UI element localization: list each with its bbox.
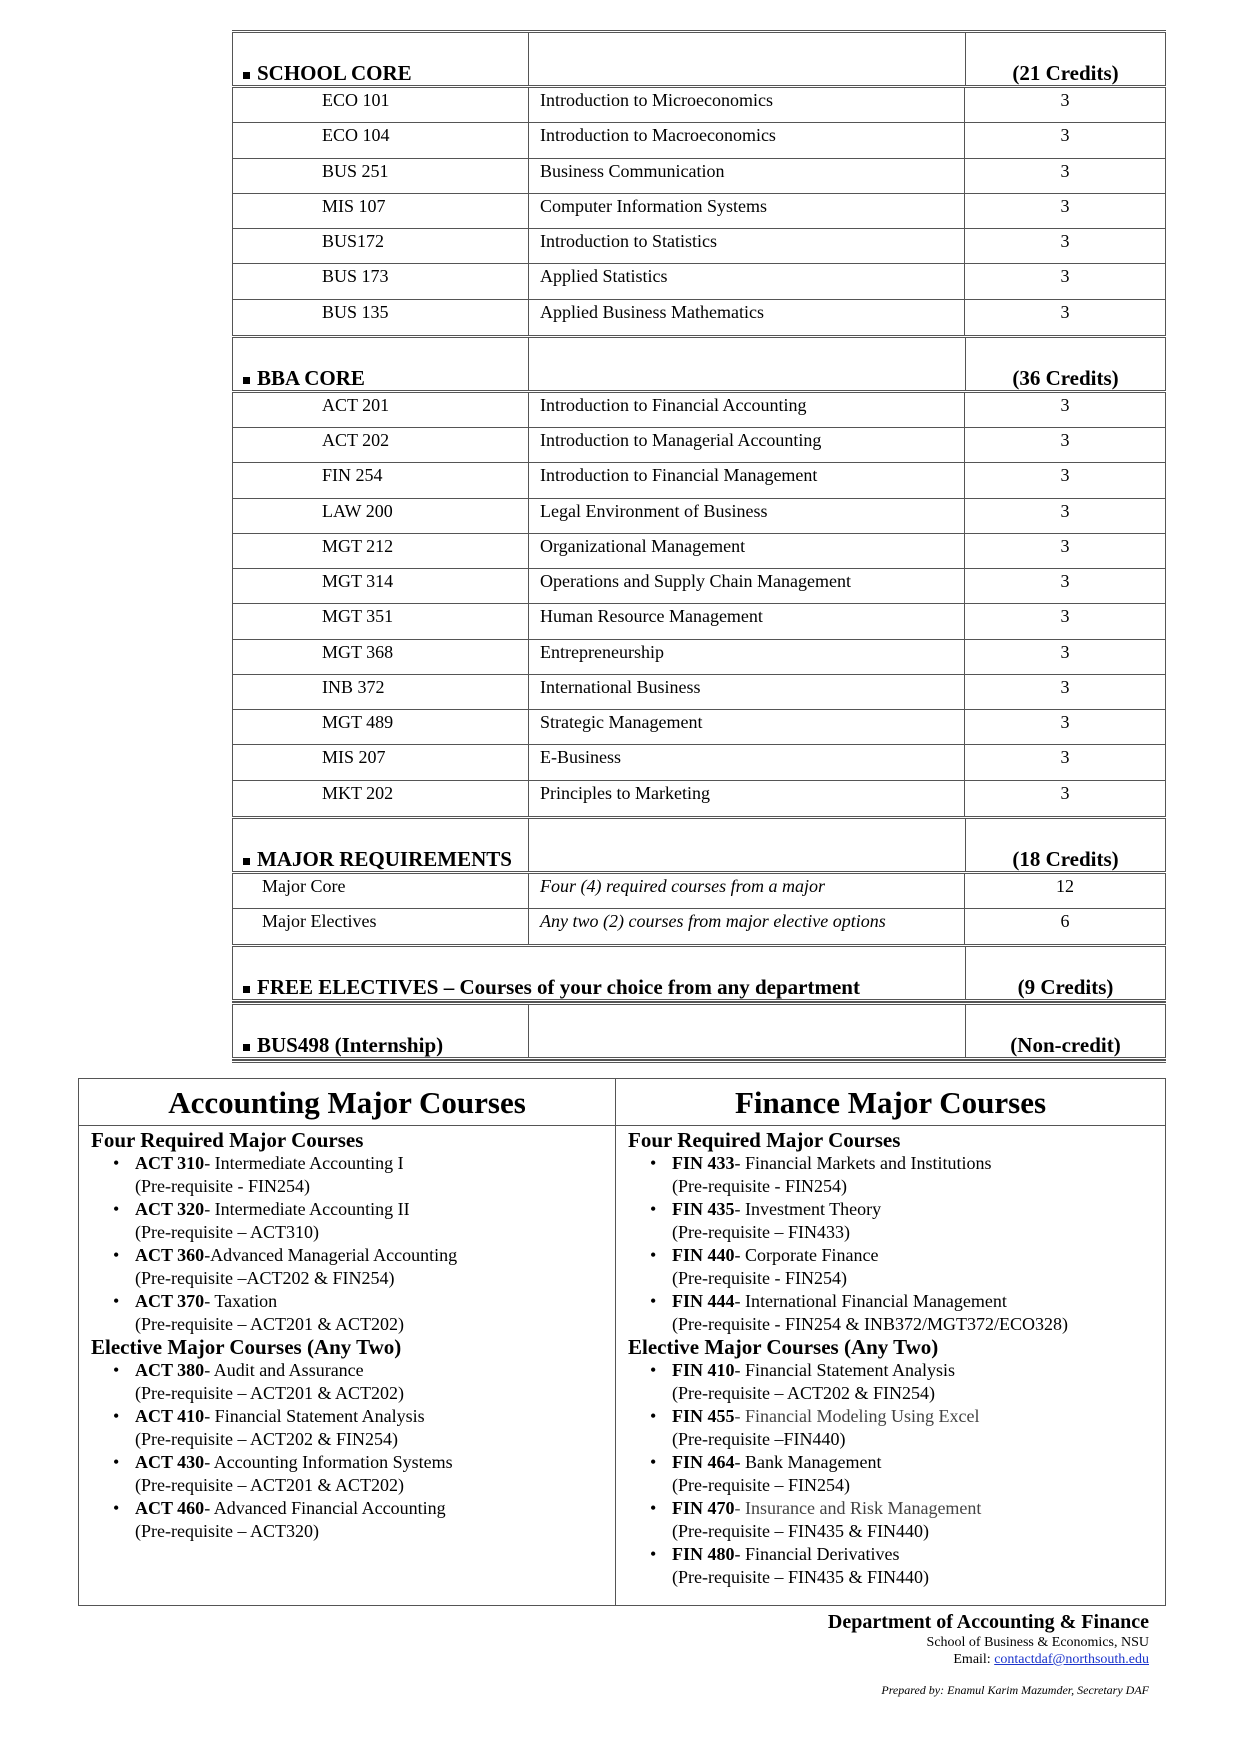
course-code: FIN 444 (672, 1291, 735, 1311)
section-credits-cell (966, 33, 1166, 85)
accounting-major-column (79, 1079, 616, 1605)
course-row (232, 675, 1166, 710)
course-code: Major Core (232, 874, 529, 908)
course-prerequisite: (Pre-requisite –ACT202 & FIN254) (135, 1268, 395, 1288)
course-line (91, 1152, 615, 1175)
course-row (232, 463, 1166, 498)
course-code: ACT 380 (135, 1360, 205, 1380)
course-credits: 3 (965, 194, 1166, 228)
section-title-cell (232, 1005, 529, 1057)
course-prerequisite: (Pre-requisite – ACT202 & FIN254) (672, 1383, 935, 1403)
course-credits: 3 (965, 569, 1166, 603)
course-code: BUS 135 (232, 300, 529, 335)
course-row (232, 88, 1166, 123)
course-name: Business Communication (529, 159, 965, 193)
course-credits: 3 (965, 264, 1166, 298)
course-credits: 6 (965, 909, 1166, 944)
course-line (91, 1290, 615, 1313)
course-row (232, 569, 1166, 604)
course-row (232, 781, 1166, 816)
course-title: - Investment Theory (734, 1199, 882, 1219)
course-row (232, 745, 1166, 780)
major-course-item (628, 1290, 1165, 1336)
course-credits: 3 (965, 781, 1166, 816)
course-line (628, 1405, 1165, 1428)
course-line (628, 1198, 1165, 1221)
course-code: ACT 360 (135, 1245, 205, 1265)
course-code: FIN 480 (672, 1544, 735, 1564)
section-header (232, 947, 1166, 1002)
course-code: ACT 202 (232, 428, 529, 462)
course-code: FIN 440 (672, 1245, 735, 1265)
course-prerequisite: (Pre-requisite - FIN254 & INB372/MGT372/ECO328) (672, 1314, 1068, 1334)
major-course-item (91, 1290, 615, 1336)
major-course-item (628, 1497, 1165, 1543)
course-prerequisite: (Pre-requisite – FIN435 & FIN440) (672, 1521, 929, 1541)
course-row (232, 300, 1166, 335)
curriculum-table (232, 30, 1166, 1063)
major-course-item (628, 1359, 1165, 1405)
course-line (91, 1244, 615, 1267)
course-credits: 3 (965, 428, 1166, 462)
section-title: BUS498 (Internship) (257, 1033, 444, 1058)
course-credits: 3 (965, 159, 1166, 193)
section-header (232, 1005, 1166, 1060)
course-prerequisite: (Pre-requisite – FIN433) (672, 1222, 850, 1242)
section-credits-cell (966, 338, 1166, 390)
course-name: Strategic Management (529, 710, 965, 744)
email-link[interactable]: contactdaf@northsouth.edu (994, 1652, 1149, 1667)
course-credits: 3 (965, 675, 1166, 709)
course-title: - Accounting Information Systems (204, 1452, 453, 1472)
course-name: Introduction to Managerial Accounting (529, 428, 965, 462)
section-header (232, 33, 1166, 88)
major-course-item (628, 1244, 1165, 1290)
course-name: E-Business (529, 745, 965, 779)
curriculum-section (232, 335, 1166, 816)
section-credits: (18 Credits) (1012, 846, 1119, 871)
course-title: - Financial Markets and Institutions (734, 1153, 992, 1173)
course-prerequisite: (Pre-requisite – ACT310) (135, 1222, 319, 1242)
course-title: - International Financial Management (734, 1291, 1007, 1311)
square-bullet-icon (243, 377, 250, 384)
major-course-item (91, 1451, 615, 1497)
course-credits: 3 (965, 640, 1166, 674)
section-empty-cell (529, 1005, 966, 1057)
accounting-major-heading: Accounting Major Courses (79, 1079, 615, 1126)
course-credits: 3 (965, 710, 1166, 744)
course-name: International Business (529, 675, 965, 709)
course-name: Applied Statistics (529, 264, 965, 298)
course-row (232, 640, 1166, 675)
course-name: Entrepreneurship (529, 640, 965, 674)
course-prerequisite: (Pre-requisite –FIN440) (672, 1429, 846, 1449)
course-code: ACT 310 (135, 1153, 205, 1173)
course-line (91, 1359, 615, 1382)
course-name: Introduction to Statistics (529, 229, 965, 263)
course-name: Computer Information Systems (529, 194, 965, 228)
course-row (232, 874, 1166, 909)
accounting-major-body (79, 1126, 615, 1543)
course-code: ACT 320 (135, 1199, 205, 1219)
course-code: Major Electives (232, 909, 529, 944)
major-course-item (91, 1198, 615, 1244)
course-code: BUS 173 (232, 264, 529, 298)
finance-major-body (616, 1126, 1165, 1589)
course-code: FIN 435 (672, 1199, 735, 1219)
course-line (628, 1543, 1165, 1566)
course-line (91, 1198, 615, 1221)
course-row (232, 534, 1166, 569)
section-title: MAJOR REQUIREMENTS (257, 846, 512, 871)
section-credits: (36 Credits) (1012, 365, 1119, 390)
course-name: Four (4) required courses from a major (529, 874, 965, 908)
course-name: Human Resource Management (529, 604, 965, 638)
course-title: - Financial Modeling Using Excel (734, 1406, 980, 1426)
course-line (91, 1451, 615, 1474)
course-credits: 3 (965, 88, 1166, 122)
course-credits: 3 (965, 534, 1166, 568)
course-title: - Corporate Finance (734, 1245, 879, 1265)
accounting-required-list (91, 1152, 615, 1336)
course-code: ACT 201 (232, 393, 529, 427)
section-credits: (Non-credit) (1010, 1033, 1121, 1058)
course-line (628, 1451, 1165, 1474)
finance-required-list (628, 1152, 1165, 1336)
curriculum-section (232, 816, 1166, 945)
section-credits-cell (966, 1005, 1166, 1057)
course-code: ACT 430 (135, 1452, 205, 1472)
course-row (232, 393, 1166, 428)
course-title: - Financial Statement Analysis (204, 1406, 425, 1426)
prepared-by: Prepared by: Enamul Karim Mazumder, Secretary DAF (881, 1683, 1149, 1697)
course-title: - Financial Derivatives (734, 1544, 900, 1564)
course-code: MGT 314 (232, 569, 529, 603)
course-code: ACT 410 (135, 1406, 205, 1426)
course-code: INB 372 (232, 675, 529, 709)
footer (828, 1610, 1149, 1698)
course-code: BUS172 (232, 229, 529, 263)
course-code: BUS 251 (232, 159, 529, 193)
section-header (232, 338, 1166, 393)
finance-required-title: Four Required Major Courses (628, 1128, 901, 1152)
course-credits: 3 (965, 393, 1166, 427)
email-label: Email: (953, 1652, 995, 1667)
course-code: FIN 470 (672, 1498, 735, 1518)
major-course-item (628, 1543, 1165, 1589)
section-credits: (9 Credits) (1017, 975, 1114, 1000)
accounting-required-title: Four Required Major Courses (91, 1128, 364, 1152)
course-prerequisite: (Pre-requisite - FIN254) (135, 1176, 310, 1196)
section-title-cell (232, 819, 529, 871)
major-course-item (91, 1405, 615, 1451)
course-name: Introduction to Financial Accounting (529, 393, 965, 427)
course-credits: 3 (965, 745, 1166, 779)
course-prerequisite: (Pre-requisite – FIN435 & FIN440) (672, 1567, 929, 1587)
course-credits: 3 (965, 604, 1166, 638)
course-code: MGT 351 (232, 604, 529, 638)
section-header (232, 819, 1166, 874)
course-code: FIN 433 (672, 1153, 735, 1173)
section-title-cell (232, 947, 966, 999)
email-line (828, 1651, 1149, 1668)
finance-elective-list (628, 1359, 1165, 1589)
course-title: - Insurance and Risk Management (734, 1498, 982, 1518)
course-row (232, 159, 1166, 194)
course-credits: 3 (965, 499, 1166, 533)
section-empty-cell (529, 338, 966, 390)
course-code: ACT 370 (135, 1291, 205, 1311)
course-code: ECO 104 (232, 123, 529, 157)
course-title: -Advanced Managerial Accounting (204, 1245, 458, 1265)
curriculum-section (232, 30, 1166, 335)
course-title: - Financial Statement Analysis (734, 1360, 955, 1380)
finance-major-column (616, 1079, 1165, 1605)
course-code: MKT 202 (232, 781, 529, 816)
course-line (628, 1244, 1165, 1267)
major-course-item (91, 1152, 615, 1198)
course-line (628, 1359, 1165, 1382)
major-course-item (628, 1152, 1165, 1198)
course-code: MIS 107 (232, 194, 529, 228)
majors-table (78, 1078, 1166, 1606)
course-row (232, 428, 1166, 463)
major-course-item (91, 1244, 615, 1290)
school-name: School of Business & Economics, NSU (926, 1635, 1149, 1650)
course-credits: 12 (965, 874, 1166, 908)
finance-major-heading: Finance Major Courses (616, 1079, 1165, 1126)
course-name: Introduction to Microeconomics (529, 88, 965, 122)
course-line (91, 1497, 615, 1520)
course-credits: 3 (965, 123, 1166, 157)
course-prerequisite: (Pre-requisite – ACT202 & FIN254) (135, 1429, 398, 1449)
course-title: - Intermediate Accounting II (204, 1199, 410, 1219)
course-row (232, 499, 1166, 534)
course-prerequisite: (Pre-requisite - FIN254) (672, 1268, 847, 1288)
course-title: - Advanced Financial Accounting (204, 1498, 446, 1518)
square-bullet-icon (243, 986, 250, 993)
finance-elective-title: Elective Major Courses (Any Two) (628, 1335, 939, 1359)
course-prerequisite: (Pre-requisite – FIN254) (672, 1475, 850, 1495)
course-prerequisite: (Pre-requisite – ACT201 & ACT202) (135, 1383, 404, 1403)
major-course-item (91, 1497, 615, 1543)
course-line (628, 1152, 1165, 1175)
course-row (232, 229, 1166, 264)
major-course-item (91, 1359, 615, 1405)
course-prerequisite: (Pre-requisite – ACT320) (135, 1521, 319, 1541)
course-line (628, 1290, 1165, 1313)
section-title-cell (232, 33, 529, 85)
course-row (232, 264, 1166, 299)
curriculum-section (232, 1002, 1166, 1063)
course-row (232, 710, 1166, 745)
course-name: Introduction to Macroeconomics (529, 123, 965, 157)
course-prerequisite: (Pre-requisite – ACT201 & ACT202) (135, 1314, 404, 1334)
course-row (232, 194, 1166, 229)
course-code: ACT 460 (135, 1498, 205, 1518)
course-code: FIN 410 (672, 1360, 735, 1380)
section-title: FREE ELECTIVES – Courses of your choice from any department (257, 975, 860, 1000)
major-course-item (628, 1405, 1165, 1451)
square-bullet-icon (243, 1044, 250, 1051)
section-credits-cell (966, 819, 1166, 871)
course-code: ECO 101 (232, 88, 529, 122)
accounting-elective-title: Elective Major Courses (Any Two) (91, 1335, 402, 1359)
course-code: FIN 455 (672, 1406, 735, 1426)
course-code: FIN 464 (672, 1452, 735, 1472)
department-name: Department of Accounting & Finance (827, 1611, 1149, 1633)
section-title: SCHOOL CORE (257, 61, 412, 85)
course-title: - Bank Management (734, 1452, 882, 1472)
course-line (91, 1405, 615, 1428)
course-code: MGT 368 (232, 640, 529, 674)
course-credits: 3 (965, 463, 1166, 497)
course-name: Introduction to Financial Management (529, 463, 965, 497)
square-bullet-icon (243, 858, 250, 865)
course-code: LAW 200 (232, 499, 529, 533)
section-title-cell (232, 338, 529, 390)
course-name: Legal Environment of Business (529, 499, 965, 533)
course-name: Principles to Marketing (529, 781, 965, 816)
square-bullet-icon (243, 72, 250, 79)
course-name: Organizational Management (529, 534, 965, 568)
course-credits: 3 (965, 229, 1166, 263)
course-title: - Intermediate Accounting I (204, 1153, 404, 1173)
course-name: Any two (2) courses from major elective options (529, 909, 965, 944)
course-prerequisite: (Pre-requisite – ACT201 & ACT202) (135, 1475, 404, 1495)
course-credits: 3 (965, 300, 1166, 335)
course-title: - Audit and Assurance (204, 1360, 364, 1380)
major-course-item (628, 1198, 1165, 1244)
section-credits: (21 Credits) (1012, 61, 1119, 85)
course-name: Operations and Supply Chain Management (529, 569, 965, 603)
course-name: Applied Business Mathematics (529, 300, 965, 335)
course-code: MGT 212 (232, 534, 529, 568)
course-prerequisite: (Pre-requisite - FIN254) (672, 1176, 847, 1196)
course-code: MIS 207 (232, 745, 529, 779)
curriculum-section (232, 944, 1166, 1002)
course-row (232, 909, 1166, 944)
accounting-elective-list (91, 1359, 615, 1543)
section-credits-cell (966, 947, 1166, 999)
course-line (628, 1497, 1165, 1520)
major-course-item (628, 1451, 1165, 1497)
course-row (232, 123, 1166, 158)
section-empty-cell (529, 33, 966, 85)
section-title: BBA CORE (257, 365, 365, 390)
course-code: MGT 489 (232, 710, 529, 744)
section-empty-cell (529, 819, 966, 871)
course-row (232, 604, 1166, 639)
course-code: FIN 254 (232, 463, 529, 497)
course-title: - Taxation (204, 1291, 278, 1311)
